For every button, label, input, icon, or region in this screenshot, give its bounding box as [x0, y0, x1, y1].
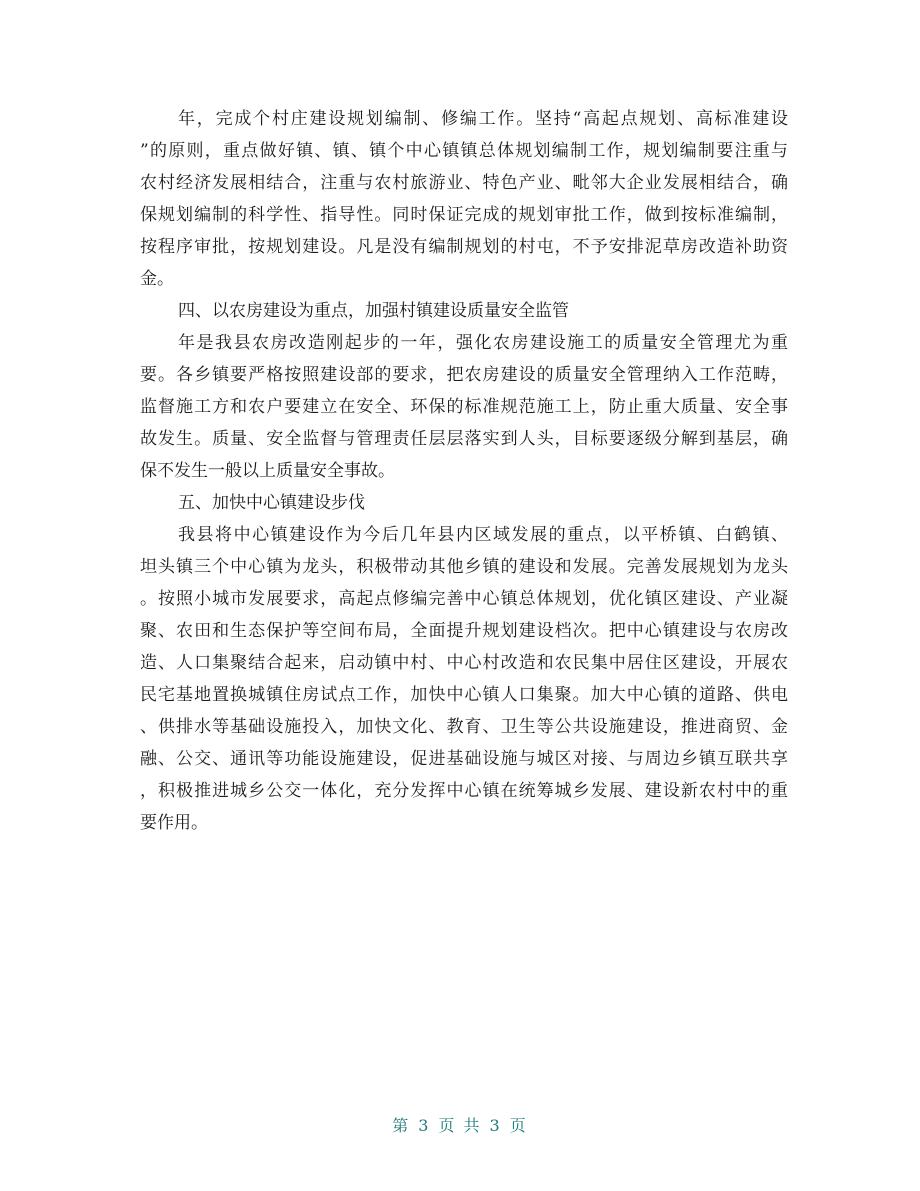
text-line: 我县将中心镇建设作为今后几年县内区域发展的重点，以平桥镇、白鹤镇、	[178, 525, 788, 545]
text-line: 、供排水等基础设施投入，加快文化、教育、卫生等公共设施建设，推进商贸、金	[140, 717, 788, 737]
footer-current-page: 3	[418, 1116, 431, 1135]
text-line: 聚、农田和生态保护等空间布局，全面提升规划建设档次。把中心镇建设与农房改	[140, 621, 788, 641]
text-line: 保规划编制的科学性、指导性。同时保证完成的规划审批工作，做到按标准编制，	[140, 205, 788, 225]
paragraph-quality-safety	[140, 327, 788, 487]
text-line: 年，完成个村庄建设规划编制、修编工作。坚持“高起点规划、高标准建设	[178, 109, 788, 129]
text-line: 融、公交、通讯等功能设施建设，促进基础设施与城区对接、与周边乡镇互联共享	[140, 749, 788, 769]
footer-prefix: 第	[392, 1116, 411, 1135]
text-line: 故发生。质量、安全监督与管理责任层层落实到人头，目标要逐级分解到基层，确	[140, 429, 788, 449]
footer-total-pages: 3	[489, 1116, 502, 1135]
text-line: 要作用。	[140, 813, 208, 833]
section-heading-4	[140, 295, 788, 327]
text-line: ”的原则，重点做好镇、镇、镇个中心镇镇总体规划编制工作，规划编制要注重与	[140, 141, 788, 161]
text-line: 民宅基地置换城镇住房试点工作，加快中心镇人口集聚。加大中心镇的道路、供电	[140, 685, 788, 705]
document-body	[140, 103, 788, 839]
paragraph-planning	[140, 103, 788, 295]
text-line: 监督施工方和农户要建立在安全、环保的标准规范施工上，防止重大质量、安全事	[140, 397, 788, 417]
text-line: 造、人口集聚结合起来，启动镇中村、中心村改造和农民集中居住区建设，开展农	[140, 653, 788, 673]
footer-suffix: 页	[509, 1116, 528, 1135]
text-line: 。按照小城市发展要求，高起点修编完善中心镇总体规划，优化镇区建设、产业凝	[140, 589, 788, 609]
section-heading-5	[140, 487, 788, 519]
page-footer	[0, 1113, 920, 1136]
text-line: 金。	[140, 269, 174, 289]
text-line: 要。各乡镇要严格按照建设部的要求，把农房建设的质量安全管理纳入工作范畴，	[140, 365, 788, 385]
footer-middle: 页 共	[438, 1116, 482, 1135]
text-line: 坦头镇三个中心镇为龙头，积极带动其他乡镇的建设和发展。完善发展规划为龙头	[140, 557, 788, 577]
section-heading-text: 四、以农房建设为重点，加强村镇建设质量安全监管	[178, 301, 569, 321]
paragraph-central-towns	[140, 519, 788, 839]
text-line: 保不发生一般以上质量安全事故。	[140, 461, 395, 481]
text-line: 按程序审批，按规划建设。凡是没有编制规划的村屯，不予安排泥草房改造补助资	[140, 237, 788, 257]
text-line: 农村经济发展相结合，注重与农村旅游业、特色产业、毗邻大企业发展相结合，确	[140, 173, 788, 193]
section-heading-text: 五、加快中心镇建设步伐	[178, 493, 365, 513]
text-line: 年是我县农房改造刚起步的一年，强化农房建设施工的质量安全管理尤为重	[178, 333, 788, 353]
text-line: ，积极推进城乡公交一体化，充分发挥中心镇在统筹城乡发展、建设新农村中的重	[140, 781, 788, 801]
